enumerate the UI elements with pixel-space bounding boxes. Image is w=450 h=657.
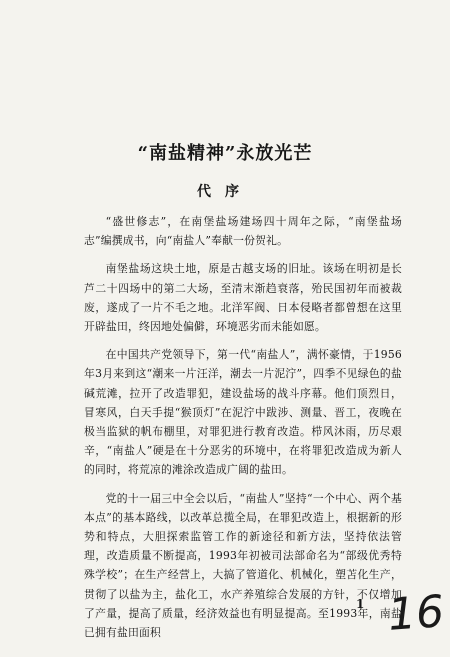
body-text: [84, 212, 402, 651]
page-subtitle: 代序: [197, 184, 253, 200]
paragraph: 在中国共产党领导下，第一代“南盐人”，满怀豪情，于1956年3月来到这“潮来一片汪洋，潮去一片泥泞”，四季不见绿色的盐碱荒滩，拉开了改造罪犯，建设盐场的战斗序幕。他们顶烈日，冒寒风，白天手提“猴顶灯”在泥泞中跋涉、测量、晋工，夜晚在极当监狱的帆布棚里，对罪犯进行教育改造。栉风沐雨，历尽艰辛，“南盐人”硬是在十分恶劣的环境中，在将罪犯改造成为新人的同时，将荒凉的滩涂改造成广阔的盐田。: [84, 348, 402, 477]
paragraph: “盛世修志”，在南堡盐场建场四十周年之际，“南堡盐场志”编撰成书，向“南盐人”奉献一份贺礼。: [84, 215, 402, 248]
page-title: “南盐精神”永放光芒: [137, 143, 313, 164]
paragraph: 南堡盐场这块土地，原是古越支场的旧址。该场在明初是长芦二十四场中的第二大场，至清末渐趋衰落，殆民国初年而被裁废，遂成了一片不毛之地。北洋军阀、日本侵略者都曾想在这里开辟盐田，终因地处偏僻，环境恶劣而未能如愿。: [84, 262, 402, 334]
page-number: 1: [356, 597, 365, 611]
handwritten-annotation: 16: [386, 586, 446, 641]
paragraph: 党的十一届三中全会以后，“南盐人”坚持“一个中心、两个基本点”的基本路线，以改革总揽全局，在罪犯改造上，根据新的形势和特点，大胆探索监管工作的新途径和新方法，坚持依法管理，改造质量不断提高，1993年初被司法部命名为“部级优秀特殊学校”；在生产经营上，大搞了管道化、机械化，塑苫化生产，贯彻了以盐为主，盐化工，水产养殖综合发展的方针，不仅增加了产量，提高了质量，经济效益也有明显提高。至1993年，南盐已拥有盐田面积: [84, 491, 402, 640]
